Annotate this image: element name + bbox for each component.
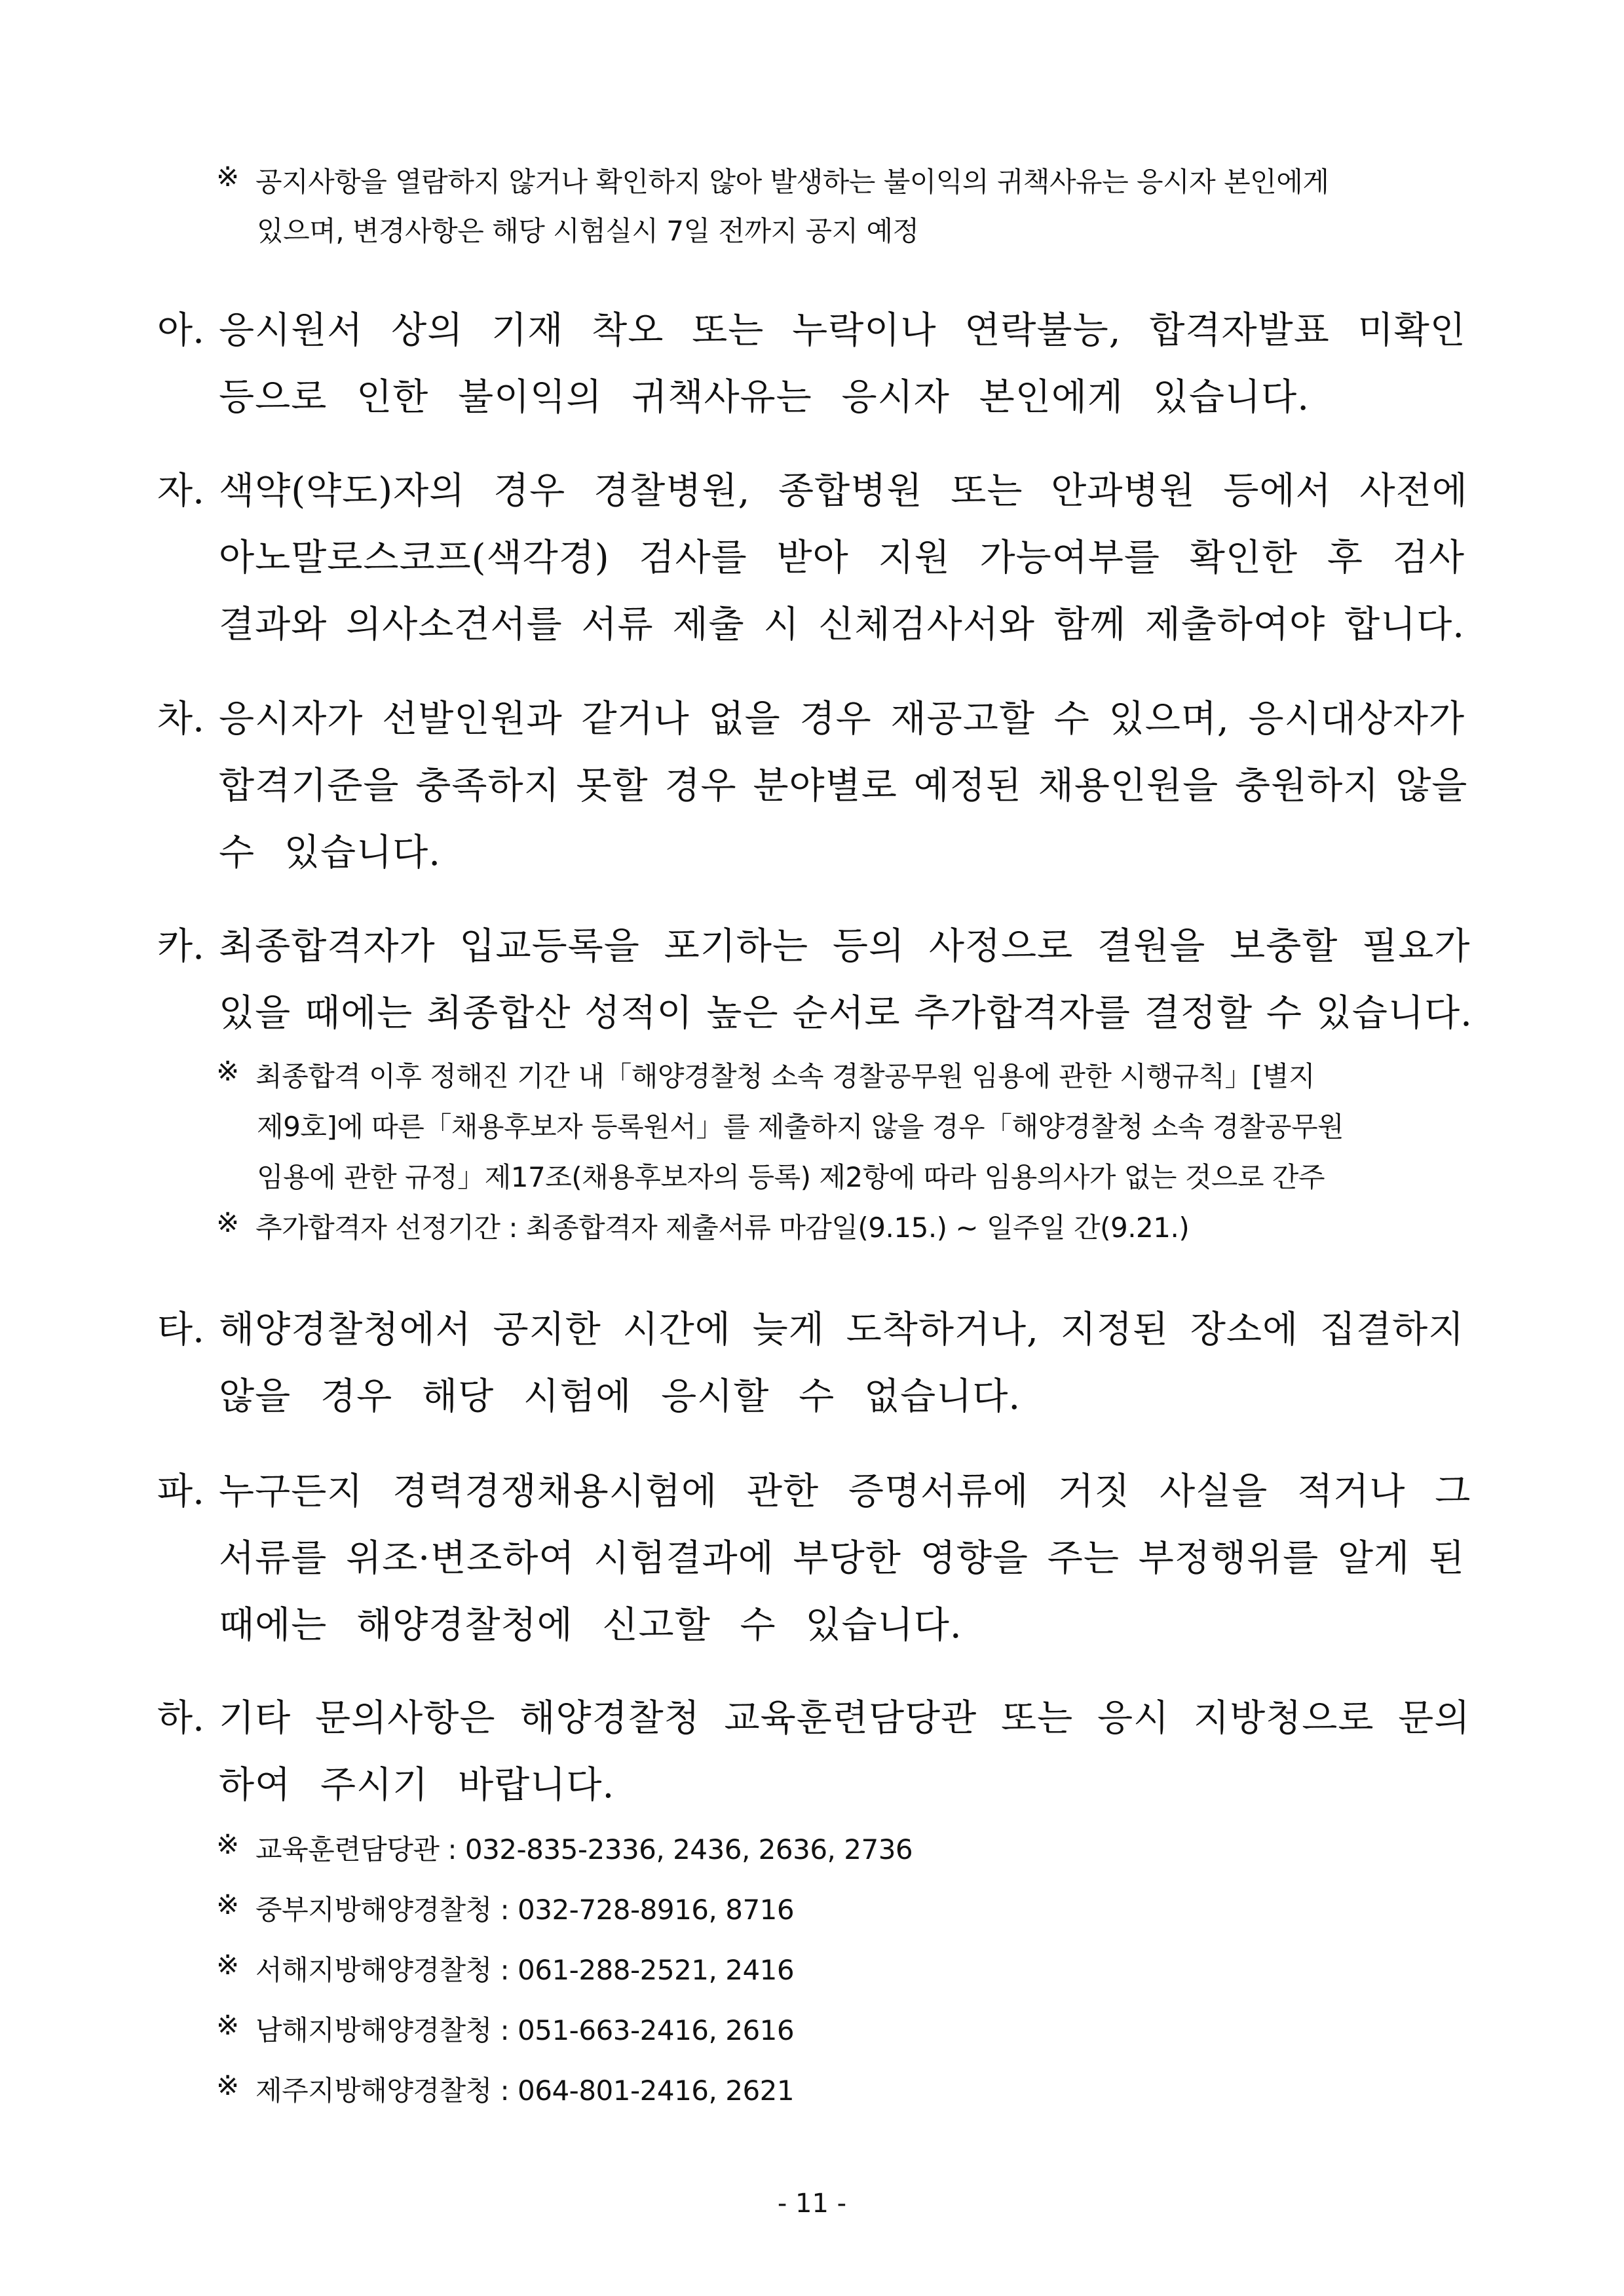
reference-mark: ※ (216, 1828, 240, 1860)
item-label: 하. (157, 1697, 204, 1740)
note-line: 공지사항을 열람하지 않거나 확인하지 않아 발생하는 불이익의 귀책사유는 응시자 본인에게 (255, 166, 1329, 198)
reference-mark: ※ (216, 1949, 240, 1981)
item-text-line: 등으로 인한 불이익의 귀책사유는 응시자 본인에게 있습니다. (219, 376, 1310, 419)
item-text-line: 응시자가 선발인원과 같거나 없을 경우 재공고할 수 있으며, 응시대상자가 (219, 698, 1465, 740)
item-label: 카. (157, 925, 204, 968)
page-number: - 11 - (777, 2189, 847, 2219)
item-text-line: 해양경찰청에서 공지한 시간에 늦게 도착하거나, 지정된 장소에 집결하지 (219, 1309, 1465, 1351)
item-text-line: 하여 주시기 바랍니다. (219, 1764, 615, 1807)
item-text-line: 아노말로스코프(색각경) 검사를 받아 지원 가능여부를 확인한 후 검사 (219, 537, 1465, 579)
note-line: 제9호]에 따른「채용후보자 등록원서」를 제출하지 않을 경우「해양경찰청 소속 경찰공무원 (257, 1111, 1344, 1143)
reference-mark: ※ (216, 1888, 240, 1921)
item-text-line: 최종합격자가 입교등록을 포기하는 등의 사정으로 결원을 보충할 필요가 (219, 925, 1471, 968)
reference-mark: ※ (216, 1206, 240, 1238)
item-text-line: 때에는 해양경찰청에 신고할 수 있습니다. (219, 1604, 962, 1647)
item-text-line: 누구든지 경력경쟁채용시험에 관한 증명서류에 거짓 사실을 적거나 그 (219, 1470, 1471, 1513)
reference-mark: ※ (216, 2069, 240, 2101)
contact-line: 중부지방해양경찰청 : 032-728-8916, 8716 (255, 1894, 795, 1926)
note-line: 최종합격 이후 정해진 기간 내「해양경찰청 소속 경찰공무원 임용에 관한 시행규칙」[별지 (255, 1060, 1315, 1092)
item-text-line: 기타 문의사항은 해양경찰청 교육훈련담당관 또는 응시 지방청으로 문의 (219, 1697, 1471, 1740)
reference-mark: ※ (216, 1055, 240, 1087)
reference-mark: ※ (216, 161, 240, 193)
note-line: 추가합격자 선정기간 : 최종합격자 제출서류 마감일(9.15.) ~ 일주일 간(9.21.) (255, 1212, 1190, 1244)
note-line: 임용에 관한 규정」제17조(채용후보자의 등록) 제2항에 따라 임용의사가 없는 것으로 간주 (257, 1161, 1325, 1193)
item-text-line: 서류를 위조·변조하여 시험결과에 부당한 영향을 주는 부정행위를 알게 된 (219, 1537, 1465, 1580)
item-text-line: 결과와 의사소견서를 서류 제출 시 신체검사서와 함께 제출하여야 합니다. (219, 603, 1465, 646)
item-text-line: 있을 때에는 최종합산 성적이 높은 순서로 추가합격자를 결정할 수 있습니다. (219, 992, 1473, 1035)
contact-line: 제주지방해양경찰청 : 064-801-2416, 2621 (255, 2075, 795, 2107)
item-text-line: 응시원서 상의 기재 착오 또는 누락이나 연락불능, 합격자발표 미확인 (219, 309, 1466, 352)
item-label: 아. (157, 309, 204, 352)
contact-line: 교육훈련담당관 : 032-835-2336, 2436, 2636, 2736 (255, 1833, 913, 1866)
item-label: 자. (157, 470, 204, 512)
item-text-line: 색약(약도)자의 경우 경찰병원, 종합병원 또는 안과병원 등에서 사전에 (219, 470, 1468, 512)
item-label: 차. (157, 698, 204, 740)
note-line: 있으며, 변경사항은 해당 시험실시 7일 전까지 공지 예정 (257, 215, 919, 247)
item-label: 타. (157, 1309, 204, 1351)
item-text-line: 수 있습니다. (219, 832, 442, 874)
contact-line: 서해지방해양경찰청 : 061-288-2521, 2416 (255, 1954, 795, 1986)
item-label: 파. (157, 1470, 204, 1513)
reference-mark: ※ (216, 2009, 240, 2041)
item-text-line: 않을 경우 해당 시험에 응시할 수 없습니다. (219, 1375, 1021, 1418)
contact-line: 남해지방해양경찰청 : 051-663-2416, 2616 (255, 2014, 795, 2046)
item-text-line: 합격기준을 충족하지 못할 경우 분야별로 예정된 채용인원을 충원하지 않을 (219, 765, 1468, 807)
